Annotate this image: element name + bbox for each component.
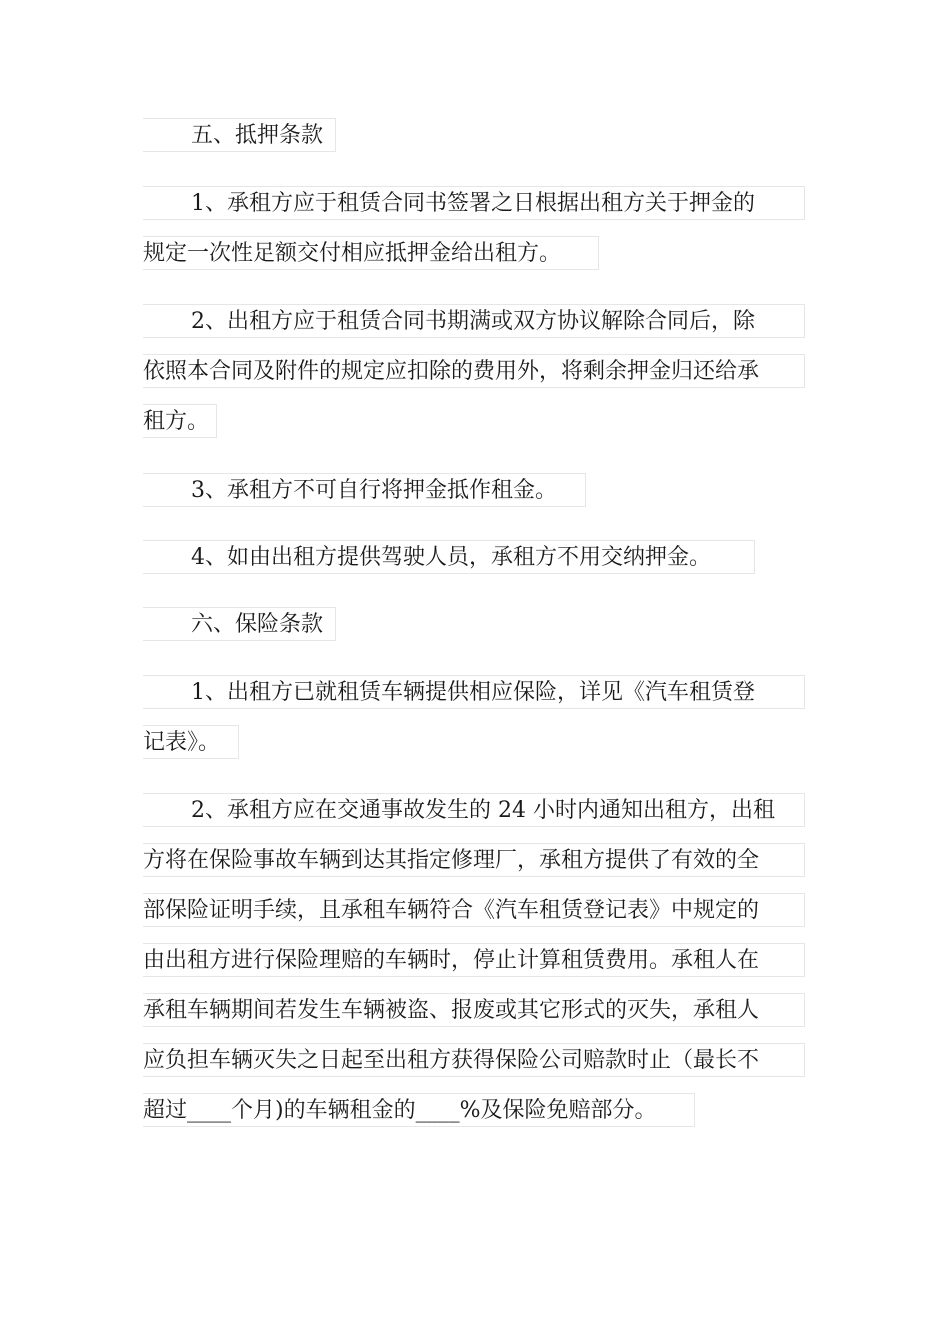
insurance-clause-2-line-7: 超过____个月)的车辆租金的____%及保险免赔部分。 [143,1093,695,1127]
insurance-clause-2-line-2: 方将在保险事故车辆到达其指定修理厂，承租方提供了有效的全 [143,843,805,877]
insurance-clause-1-line-2: 记表》。 [143,725,239,759]
section-heading-mortgage: 五、抵押条款 [143,118,336,152]
mortgage-clause-2-line-1: 2、出租方应于租赁合同书期满或双方协议解除合同后，除 [143,304,805,338]
mortgage-clause-4: 4、如由出租方提供驾驶人员，承租方不用交纳押金。 [143,540,755,574]
insurance-clause-2-line-3: 部保险证明手续，且承租车辆符合《汽车租赁登记表》中规定的 [143,893,805,927]
section-heading-insurance: 六、保险条款 [143,607,336,641]
mortgage-clause-2-line-3: 租方。 [143,404,217,438]
mortgage-clause-1-line-2: 规定一次性足额交付相应抵押金给出租方。 [143,236,599,270]
insurance-clause-2-line-1: 2、承租方应在交通事故发生的 24 小时内通知出租方，出租 [143,793,805,827]
insurance-clause-2-line-5: 承租车辆期间若发生车辆被盗、报废或其它形式的灭失，承租人 [143,993,805,1027]
insurance-clause-1-line-1: 1、出租方已就租赁车辆提供相应保险，详见《汽车租赁登 [143,675,805,709]
insurance-clause-2-line-6: 应负担车辆灭失之日起至出租方获得保险公司赔款时止（最长不 [143,1043,805,1077]
mortgage-clause-3: 3、承租方不可自行将押金抵作租金。 [143,473,586,507]
insurance-clause-2-line-4: 由出租方进行保险理赔的车辆时，停止计算租赁费用。承租人在 [143,943,805,977]
mortgage-clause-2-line-2: 依照本合同及附件的规定应扣除的费用外，将剩余押金归还给承 [143,354,805,388]
mortgage-clause-1-line-1: 1、承租方应于租赁合同书签署之日根据出租方关于押金的 [143,186,805,220]
